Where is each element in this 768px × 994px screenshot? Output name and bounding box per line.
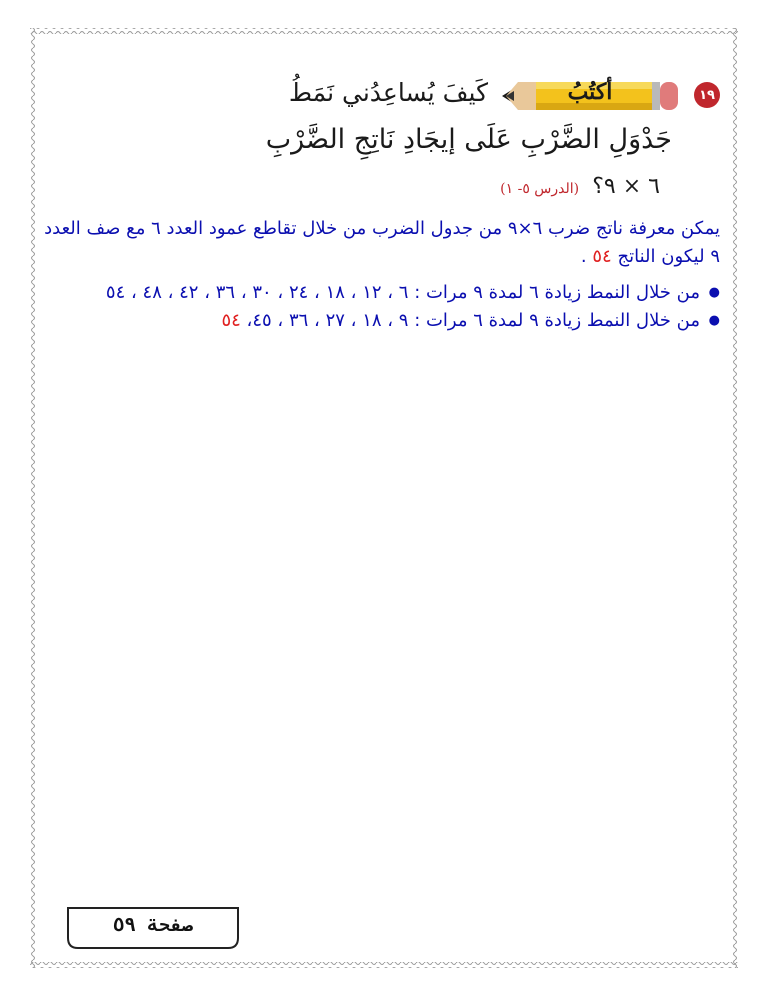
question-header — [250, 68, 720, 208]
question-line-1: كَيفَ يُساعِدُني نَمَطُ — [288, 78, 488, 107]
answer-intro-result: ٥٤ — [592, 246, 612, 267]
question-line-2: جَدْوَلِ الضَّرْبِ عَلَى إيجَادِ نَاتِجِ الضَّرْبِ — [265, 124, 672, 155]
answer-intro-text: يمكن معرفة ناتج ضرب ٦×٩ من جدول الضرب من خلال تقاطع عمود العدد ٦ مع صف العدد ٩ ليكون الناتج — [44, 218, 720, 267]
question-number-badge: ١٩ — [694, 82, 720, 108]
answer-intro — [40, 215, 720, 271]
bullet-text: من خلال النمط زيادة ٩ لمدة ٦ مرات : ٩ ، ١٨ ، ٢٧ ، ٣٦ ، ٤٥، — [246, 310, 700, 331]
lesson-reference: (الدرس ٥- ١) — [500, 181, 580, 197]
bullet-text: من خلال النمط زيادة ٦ لمدة ٩ مرات : ٦ ، ١٢ ، ١٨ ، ٢٤ ، ٣٠ ، ٣٦ ، ٤٢ ، ٤٨ ، ٥٤ — [105, 282, 700, 303]
page-number-label: صفحة ٥٩ — [112, 914, 194, 936]
answer-bullets — [40, 279, 720, 335]
list-item — [40, 307, 720, 335]
pencil-label: أكتُبُ — [567, 79, 613, 105]
answer-block — [40, 215, 720, 335]
answer-intro-end: . — [580, 246, 587, 267]
bullet-highlight: ٥٤ — [221, 310, 241, 331]
list-item — [40, 279, 720, 307]
question-line-3 — [500, 174, 660, 199]
question-expression: ٦ × ٩؟ — [592, 174, 660, 199]
